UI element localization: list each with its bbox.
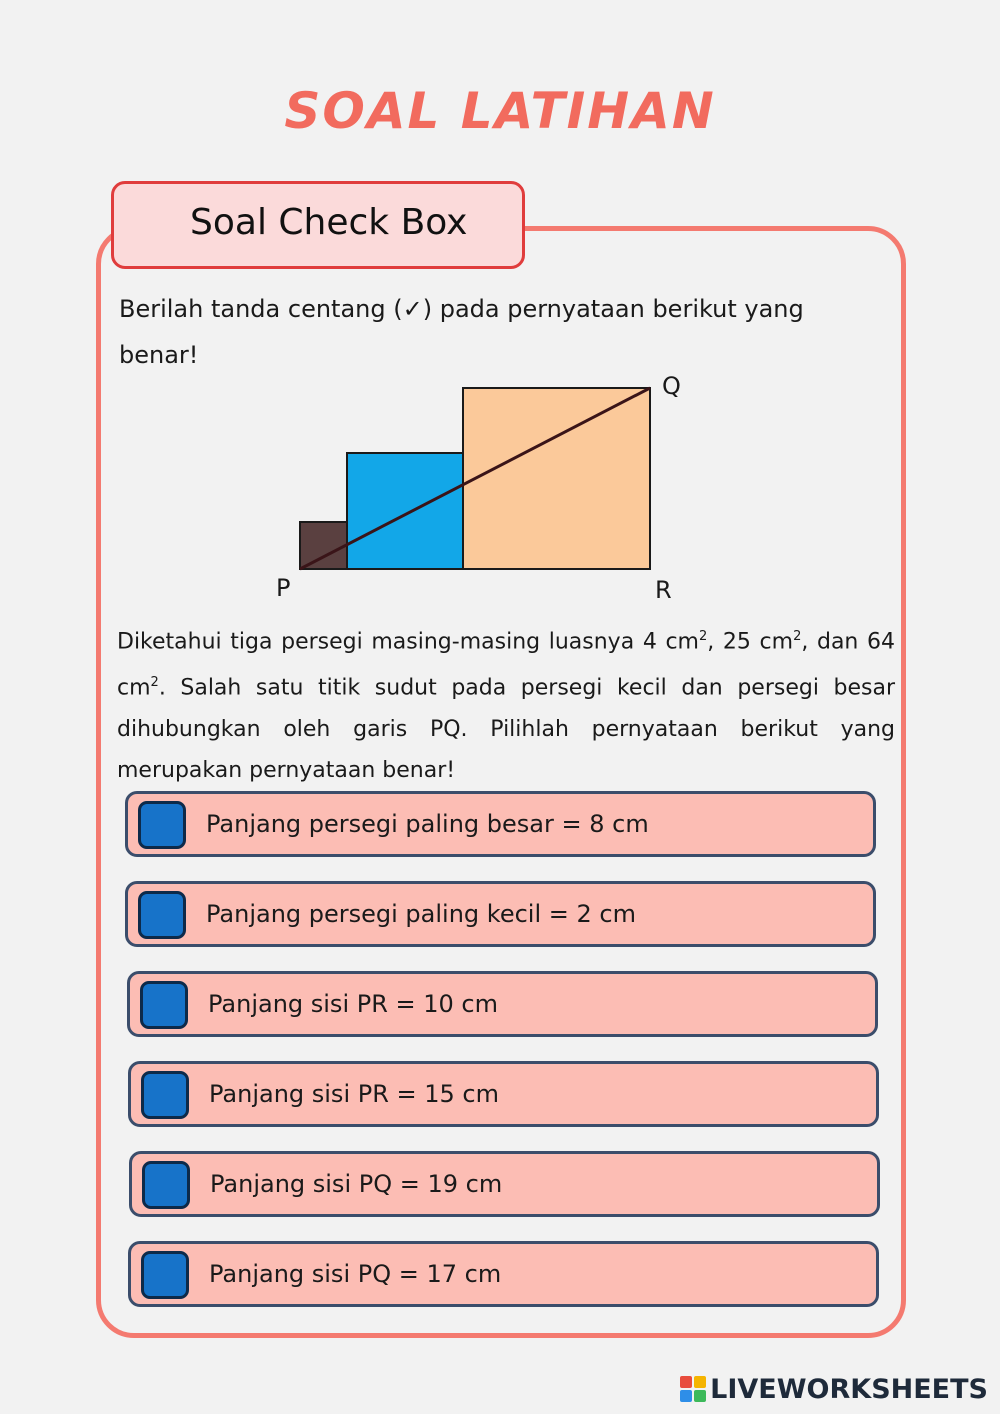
medium-square — [347, 453, 463, 569]
label-p: P — [276, 574, 291, 602]
checkbox-1[interactable] — [138, 801, 186, 849]
option-1[interactable] — [125, 791, 876, 857]
brand-text: LIVEWORKSHEETS — [710, 1373, 988, 1405]
checkbox-5[interactable] — [142, 1161, 190, 1209]
option-label: Panjang sisi PQ = 17 cm — [209, 1260, 502, 1288]
squares-figure — [270, 370, 700, 614]
option-4[interactable] — [128, 1061, 879, 1127]
option-label: Panjang sisi PQ = 19 cm — [210, 1170, 503, 1198]
option-label: Panjang sisi PR = 10 cm — [208, 990, 498, 1018]
label-q: Q — [662, 372, 681, 400]
option-3[interactable] — [127, 971, 878, 1037]
option-2[interactable] — [125, 881, 876, 947]
option-label: Panjang persegi paling besar = 8 cm — [206, 810, 649, 838]
label-r: R — [655, 576, 672, 604]
large-square — [463, 388, 650, 569]
checkbox-2[interactable] — [138, 891, 186, 939]
problem-description: Diketahui tiga persegi masing-masing luasnya 4 $cm^2$, 25 $cm^2$, dan 64 $cm^2$. Salah satu titik sudut pada persegi kecil dan persegi besar dihubungkan oleh garis PQ. Pilihlah pernyataan berikut yang merupakan pernyataan benar! — [117, 629, 895, 783]
option-label: Panjang persegi paling kecil = 2 cm — [206, 900, 636, 928]
option-label: Panjang sisi PR = 15 cm — [209, 1080, 499, 1108]
instruction-text: Berilah tanda centang (✓) pada pernyataan berikut yang benar! — [119, 295, 804, 369]
option-5[interactable] — [129, 1151, 880, 1217]
checkbox-3[interactable] — [140, 981, 188, 1029]
liveworksheets-brand — [680, 1372, 988, 1406]
card-header — [111, 181, 525, 269]
liveworksheets-logo-icon — [680, 1376, 706, 1402]
page-title: SOAL LATIHAN — [284, 82, 716, 140]
checkbox-6[interactable] — [141, 1251, 189, 1299]
small-square — [300, 522, 347, 569]
option-6[interactable] — [128, 1241, 879, 1307]
checkbox-4[interactable] — [141, 1071, 189, 1119]
card-header-label: Soal Check Box — [190, 202, 468, 243]
